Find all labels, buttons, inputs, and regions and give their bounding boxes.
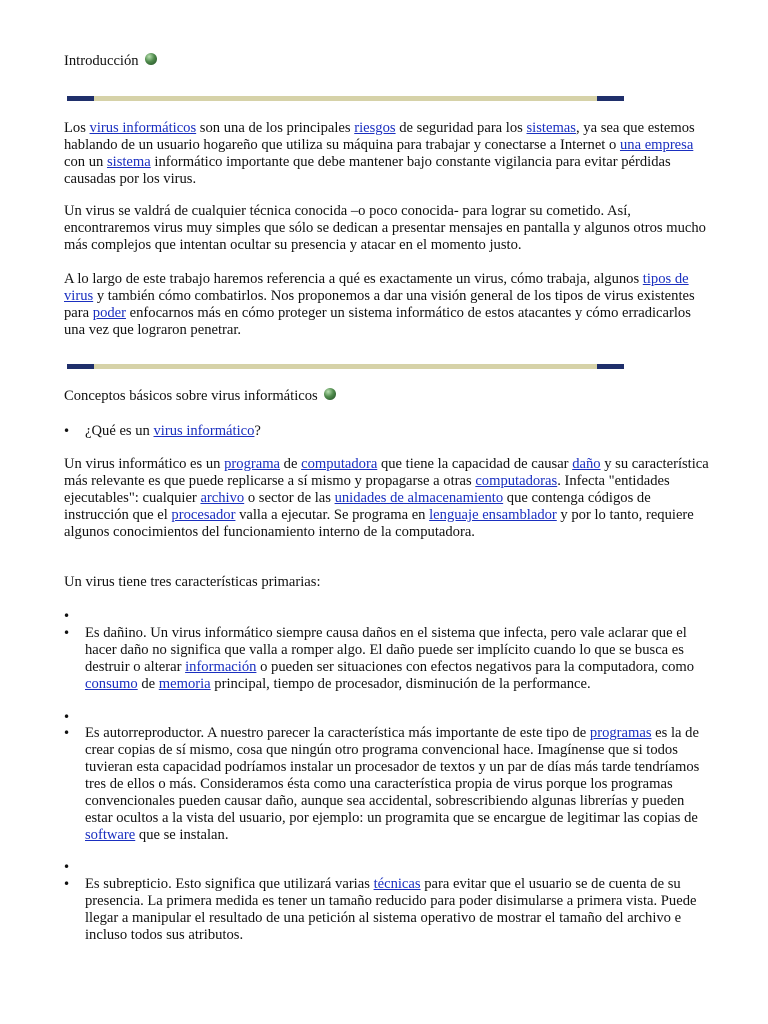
link-archivo[interactable]: archivo [200, 490, 245, 506]
text-run: Es dañino. Un virus informático siempre causa daños en el sistema que infecta, pero vale aclarar que el hacer daño no significa que valla a romper algo. El daño puede ser implícito cuando lo que se busca es destruir o alterar [85, 625, 687, 675]
section-heading-introduccion [64, 53, 714, 70]
text-run: enfocarnos más en cómo proteger un sistema informático de estos atacantes y cómo erradicarlos una vez que lograron penetrar. [64, 305, 691, 338]
link-programas[interactable]: programas [589, 725, 652, 741]
text-run: A lo largo de este trabajo haremos referencia a qué es exactamente un virus, cómo trabaja, algunos [64, 271, 643, 287]
text-run: principal, tiempo de procesador, disminución de la performance. [210, 676, 591, 692]
link-daño[interactable]: daño [572, 456, 601, 472]
globe-icon [145, 53, 157, 65]
link-sistemas[interactable]: sistemas [526, 120, 576, 136]
text-run: valla a ejecutar. Se programa en [235, 507, 430, 523]
text-run: o sector de las [244, 490, 335, 506]
text-run: y su característica más relevante es que puede replicarse a sí mismo y propagarse a otras [64, 456, 709, 489]
text-run: Es autorreproductor. A nuestro parecer la característica más importante de este tipo de [85, 725, 590, 741]
globe-icon [324, 388, 336, 400]
link-lenguaje-ensamblador[interactable]: lenguaje ensamblador [429, 507, 557, 523]
text-run: son una de los principales [196, 120, 355, 136]
intro-paragraph-2: Un virus se valdrá de cualquier técnica conocida –o poco conocida- para lograr su cometido. Así, encontraremos virus muy simples que sólo se dedican a presentar mensajes en pantalla y algunos otros mucho más complejos que intentan ocultar su presencia y atacar en el momento justo. [64, 203, 706, 253]
text-run: ¿Qué es un [85, 423, 154, 439]
text-run: Es subrepticio. Esto significa que utilizará varias [85, 876, 374, 892]
text-run: de [137, 676, 159, 692]
intro-paragraph-1 [64, 120, 714, 188]
section-divider [67, 364, 624, 369]
link-software[interactable]: software [85, 827, 136, 843]
heading-text: Conceptos básicos sobre virus informáticos [64, 388, 318, 404]
text-run: . Infecta "entidades ejecutables": cualquier [64, 473, 670, 506]
link-información[interactable]: información [185, 659, 257, 675]
heading-text: Introducción [64, 53, 139, 69]
link-poder[interactable]: poder [92, 305, 126, 321]
section-heading-conceptos [64, 388, 714, 405]
text-run: Los [64, 120, 90, 136]
text-run: Un virus informático es un [64, 456, 225, 472]
text-run: que se instalan. [135, 827, 229, 843]
link-computadora[interactable]: computadora [301, 456, 378, 472]
link-sistema[interactable]: sistema [106, 154, 151, 170]
text-run: que tiene la capacidad de causar [377, 456, 573, 472]
list-item-autorreproductor [85, 725, 710, 844]
link-memoria[interactable]: memoria [158, 676, 211, 692]
link-riesgos[interactable]: riesgos [354, 120, 396, 136]
link-tipos-de-virus[interactable]: tipos de virus [64, 271, 689, 304]
list-item-question [85, 423, 710, 440]
text-run: es la de crear copias de sí mismo, cosa que ningún otro programa convencional hace. Imagínense que si todos tuvieran esta capacidad podríamos instalar un procesador de textos y un par de días más tarde tendríamos tres de ellos o más. Consideramos ésta como una característica propia de virus porque los programas convencionales pueden causar daño, aunque sea accidental, sobrescribiendo algunas librerías y pueden estar ocultos a la vista del usuario, por ejemplo: un programita que se encargue de legitimar las copias de [85, 725, 700, 826]
link-unidades-de-almacenamiento[interactable]: unidades de almacenamiento [334, 490, 504, 506]
text-run: para evitar que el usuario se de cuenta de su presencia. La primera medida es tener un tamaño reducido para poder disimularse a primera vista. Puede llegar a manipular el resultado de una petición al sistema operativo de mostrar el tamaño del archivo e incluso todos sus atributos. [85, 876, 697, 943]
link-virus-informático[interactable]: virus informático [153, 423, 255, 439]
text-run: , ya sea que estemos hablando de un usuario hogareño que utiliza su máquina para trabajar y conectarse a Internet o [64, 120, 695, 153]
link-programa[interactable]: programa [224, 456, 281, 472]
text-run: ? [254, 423, 261, 439]
text-run: o pueden ser situaciones con efectos negativos para la computadora, como [256, 659, 695, 675]
intro-paragraph-3 [64, 271, 714, 339]
list-item-subrepticio [85, 876, 710, 944]
link-una-empresa[interactable]: una empresa [619, 137, 694, 153]
text-run: de [280, 456, 302, 472]
link-virus-informáticos[interactable]: virus informáticos [89, 120, 197, 136]
text-run: de seguridad para los [395, 120, 527, 136]
link-consumo[interactable]: consumo [85, 676, 138, 692]
conceptos-paragraph-2: Un virus tiene tres características primarias: [64, 574, 321, 590]
text-run: y por lo tanto, requiere algunos conocimientos del funcionamiento interno de la computadora. [64, 507, 694, 540]
link-técnicas[interactable]: técnicas [373, 876, 421, 892]
text-run: que contenga códigos de instrucción que el [64, 490, 651, 523]
list-item-danino [85, 625, 710, 693]
text-run: y también cómo combatirlos. Nos proponemos a dar una visión general de los tipos de virus existentes para [64, 288, 695, 321]
text-run: informático importante que debe mantener bajo constante vigilancia para evitar pérdidas causadas por los virus. [64, 154, 671, 187]
link-procesador[interactable]: procesador [171, 507, 236, 523]
section-divider [67, 96, 624, 101]
link-computadoras[interactable]: computadoras [475, 473, 558, 489]
conceptos-paragraph-1 [64, 456, 714, 541]
text-run: con un [64, 154, 107, 170]
